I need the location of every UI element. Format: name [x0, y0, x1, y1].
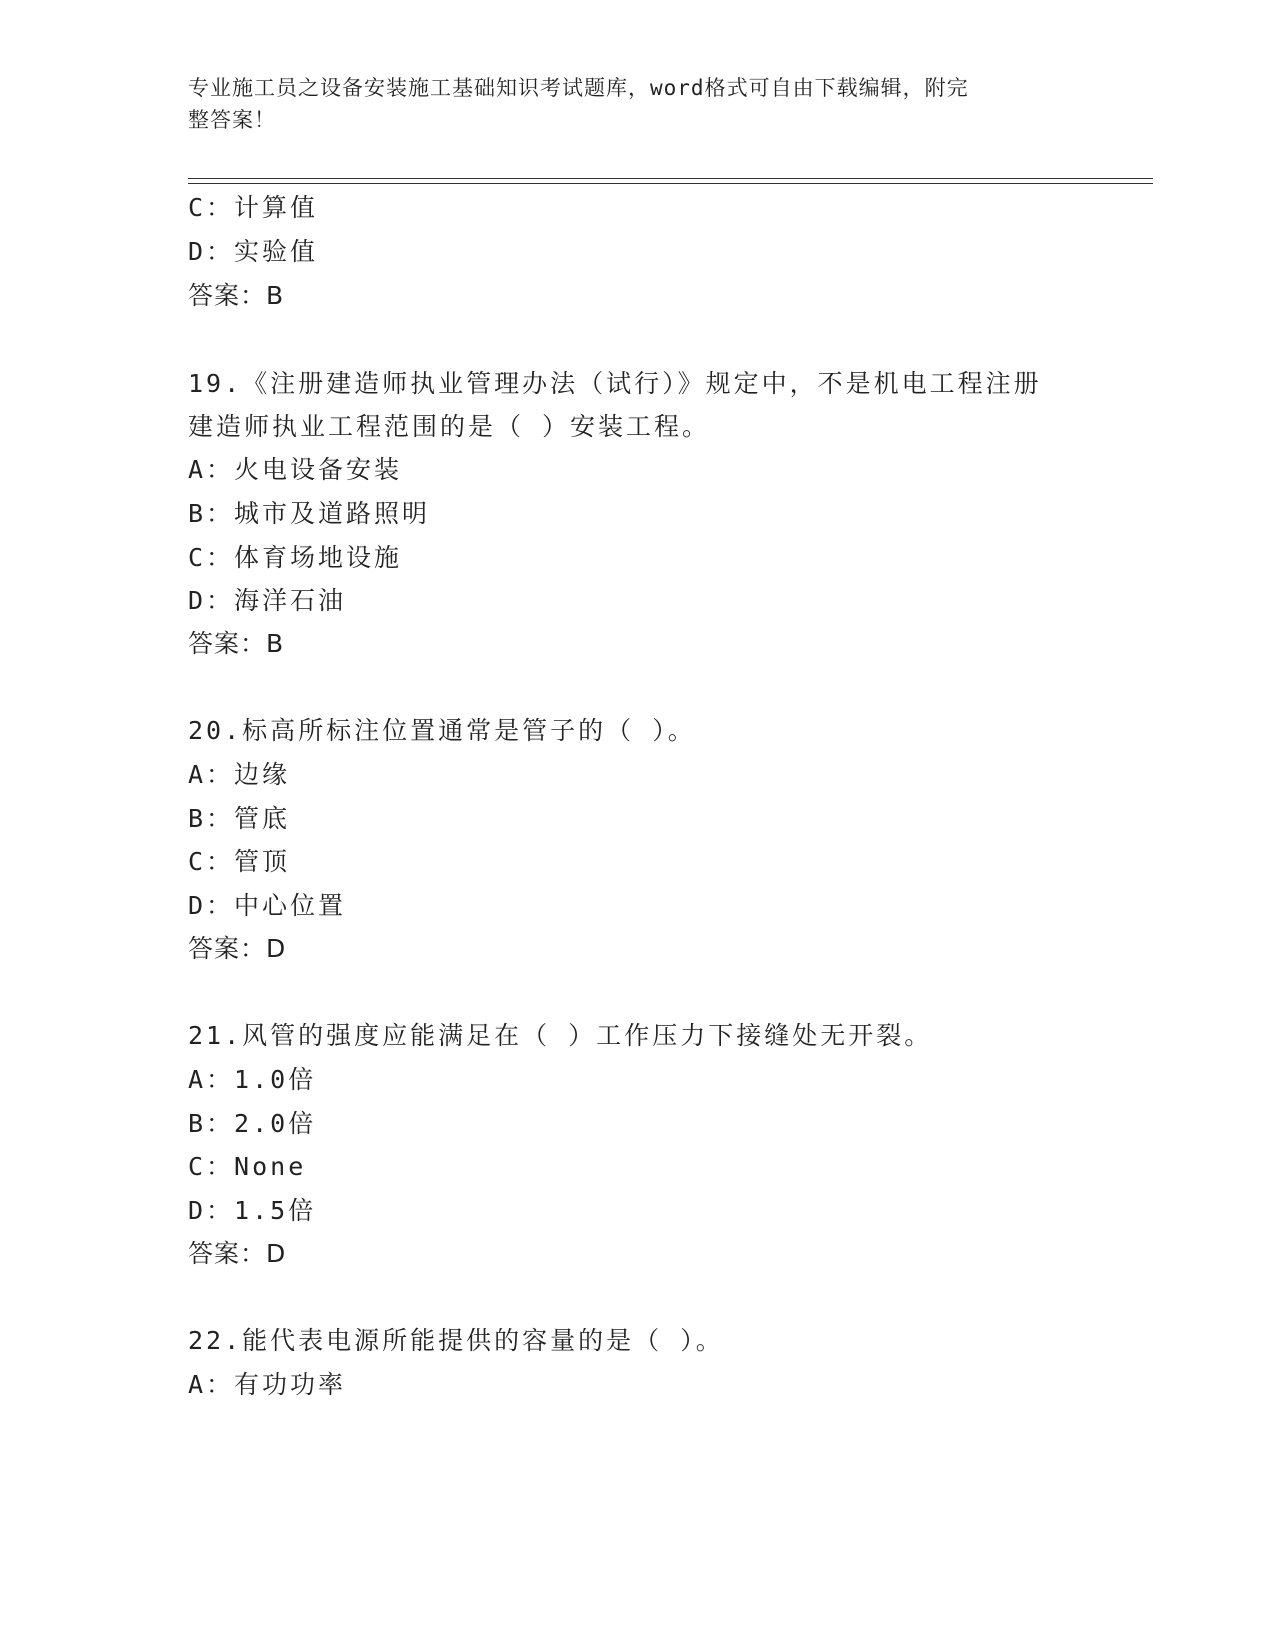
option-b: B：管底: [188, 804, 291, 833]
option-c: C：体育场地设施: [188, 543, 403, 572]
option-c: C：计算值: [188, 193, 319, 222]
question-stem: 22.能代表电源所能提供的容量的是（ ）。: [188, 1326, 724, 1355]
question-stem: 19.《注册建造师执业管理办法（试行）》规定中，不是机电工程注册: [188, 369, 1042, 398]
option-d: D：1.5倍: [188, 1196, 317, 1225]
option-a: A：边缘: [188, 760, 291, 789]
option-d: D：海洋石油: [188, 586, 347, 615]
option-b: B：2.0倍: [188, 1109, 317, 1138]
option-a: A：1.0倍: [188, 1065, 317, 1094]
answer: 答案：B: [188, 629, 285, 658]
document-header: [188, 72, 1068, 136]
answer: 答案：B: [188, 281, 285, 310]
option-d: D：中心位置: [188, 891, 347, 920]
option-a: A：有功功率: [188, 1370, 347, 1399]
header-divider-top: [188, 178, 1153, 179]
answer: 答案：D: [188, 1239, 287, 1268]
option-c: C：管顶: [188, 847, 291, 876]
header-line-1: 专业施工员之设备安装施工基础知识考试题库，word格式可自由下载编辑，附完: [188, 76, 969, 100]
question-stem-continued: 建造师执业工程范围的是（ ）安装工程。: [188, 412, 711, 441]
option-b: B：城市及道路照明: [188, 499, 431, 528]
option-c: C：None: [188, 1152, 307, 1181]
question-stem: 21.风管的强度应能满足在（ ）工作压力下接缝处无开裂。: [188, 1021, 933, 1050]
header-line-2: 整答案！: [188, 108, 276, 132]
header-divider-bottom: [188, 183, 1153, 184]
option-d: D：实验值: [188, 237, 319, 266]
option-a: A：火电设备安装: [188, 455, 403, 484]
question-stem: 20.标高所标注位置通常是管子的（ ）。: [188, 716, 696, 745]
answer: 答案：D: [188, 934, 287, 963]
